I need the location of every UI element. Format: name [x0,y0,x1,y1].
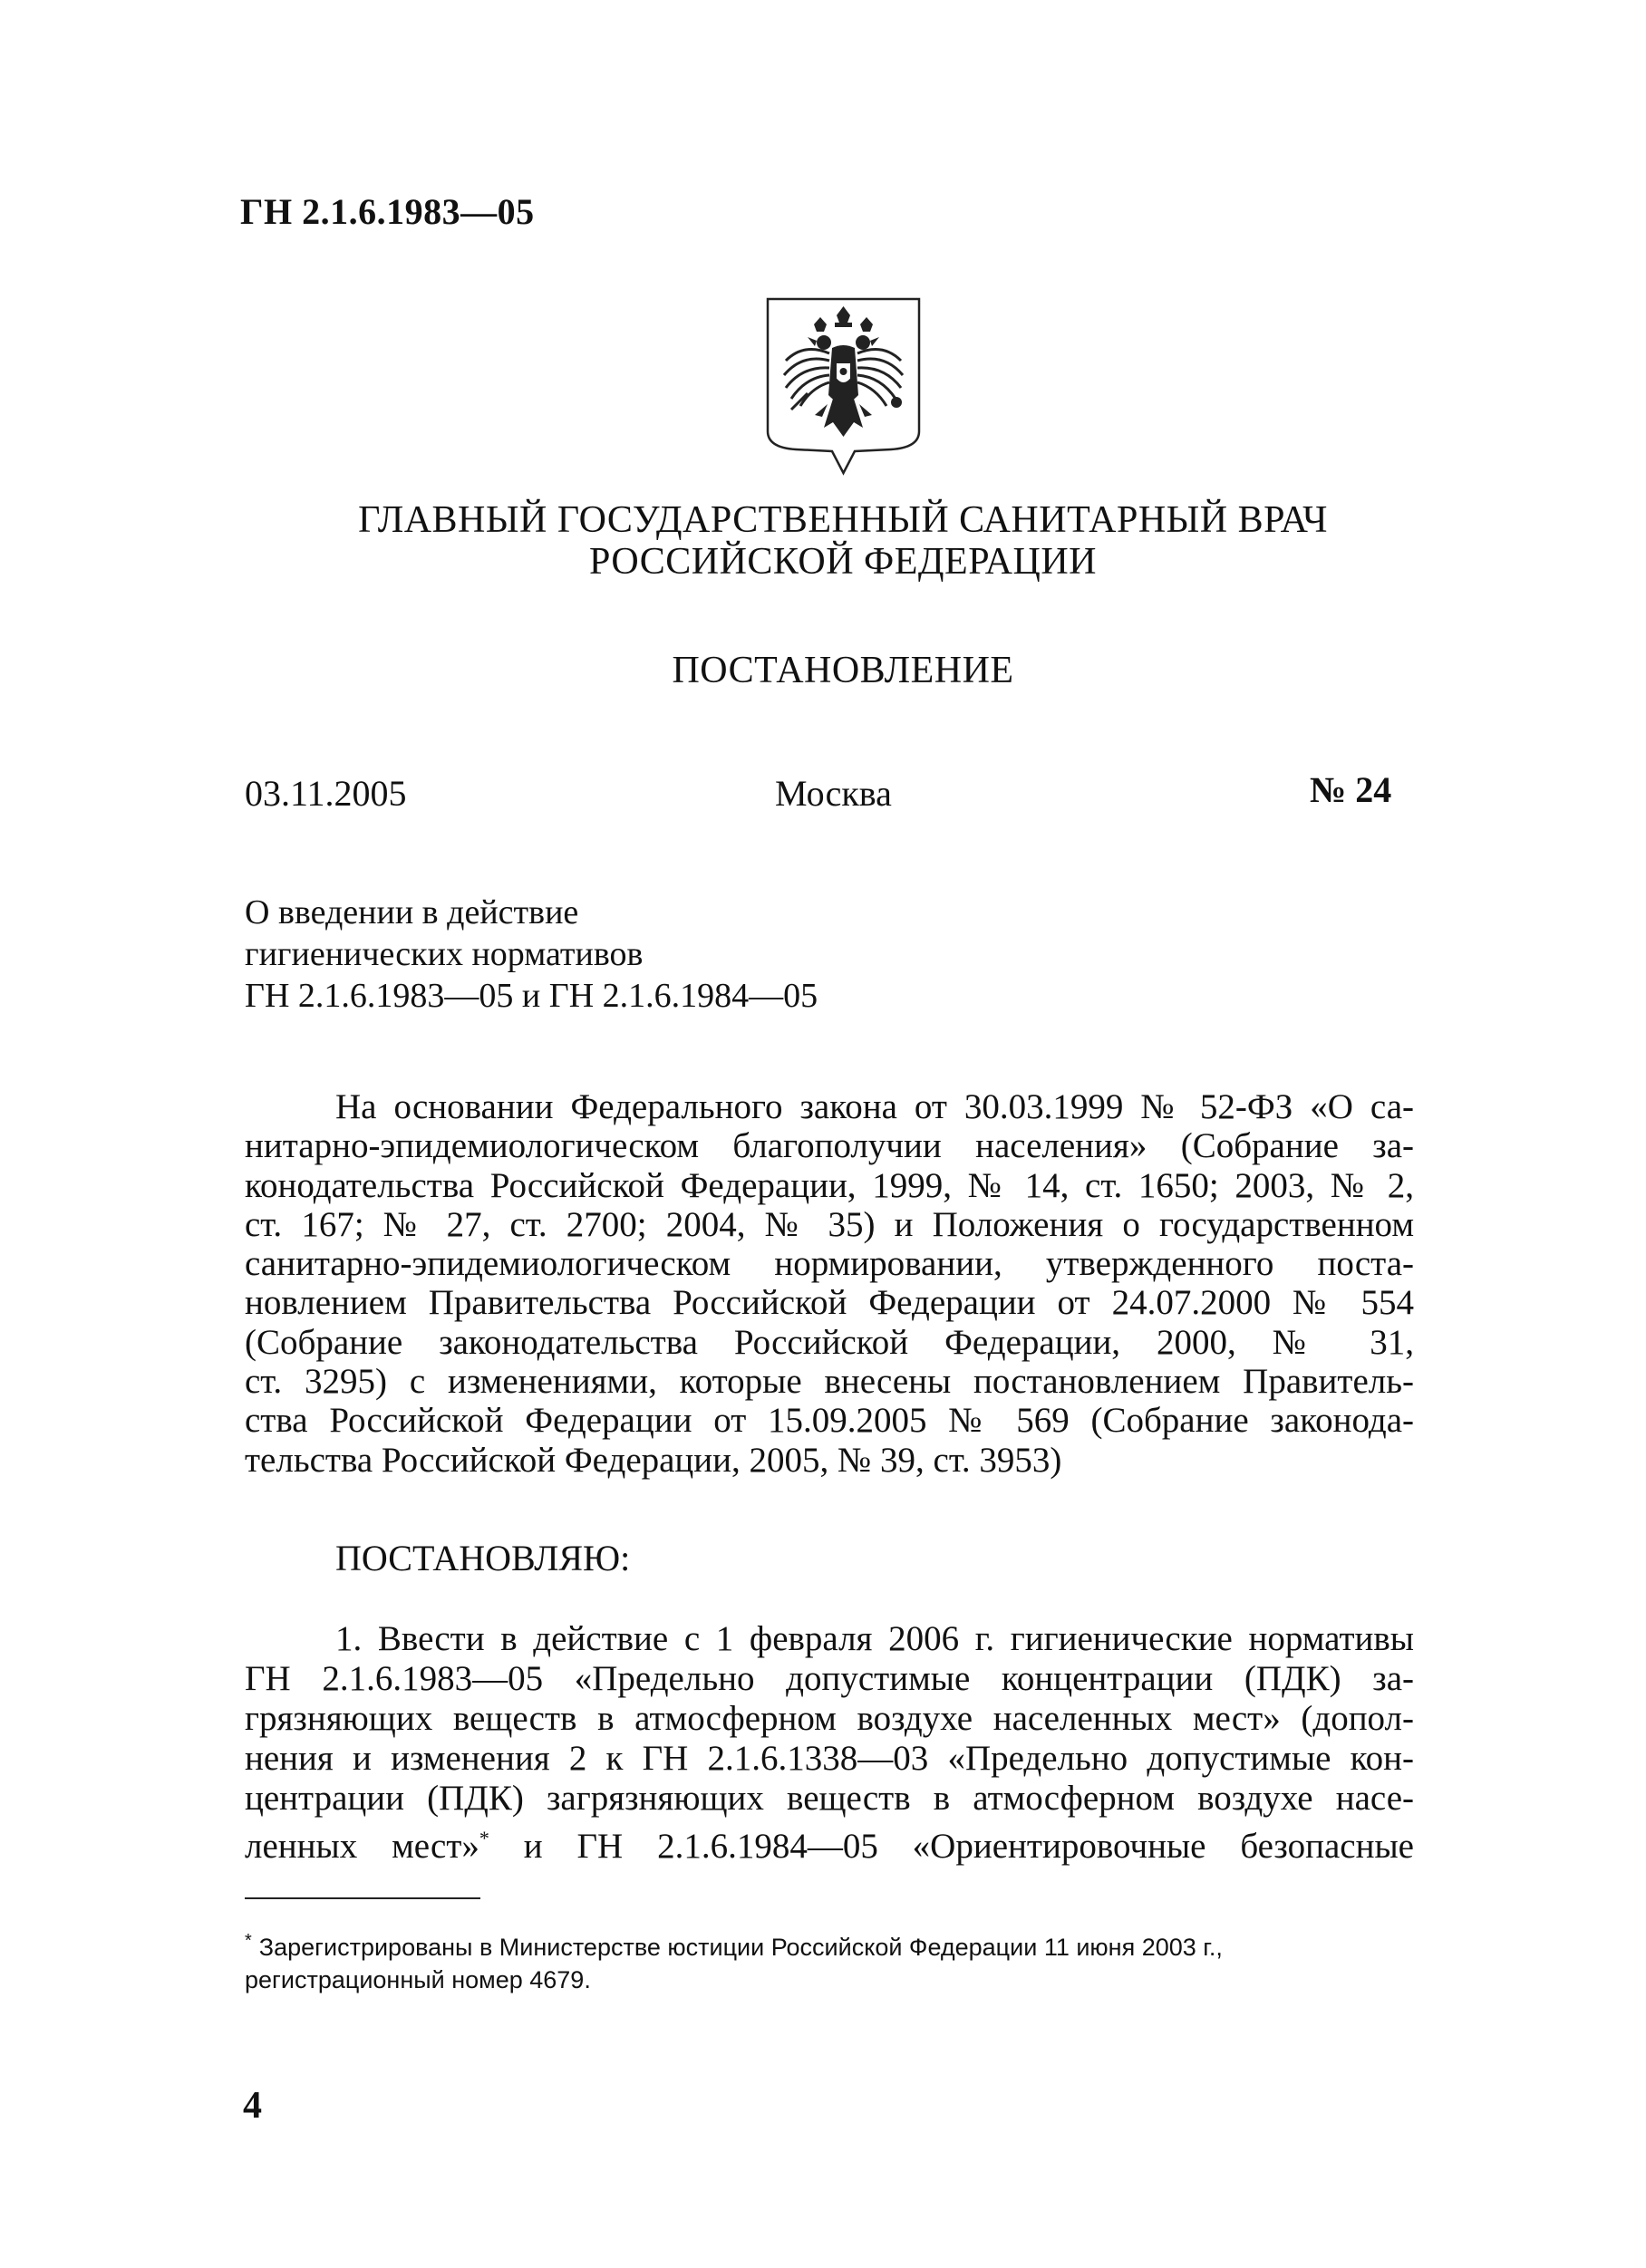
decree-word: ПОСТАНОВЛЯЮ: [335,1538,631,1578]
item-1-paragraph [245,1619,1414,1867]
decree-city: Москва [775,773,892,814]
preamble-line: санитарно-эпидемиологическом нормировании, утвержденного поста- [245,1244,1414,1284]
preamble-line: (Собрание законодательства Российской Федерации, 2000, № 31, [245,1322,1414,1362]
preamble-line: тельства Российской Федерации, 2005, № 39, ст. 3953) [245,1440,1062,1480]
subject-line: гигиенических нормативов [245,935,644,973]
footnote-mark: * [245,1931,252,1951]
authority-title-line1: ГЛАВНЫЙ ГОСУДАРСТВЕННЫЙ САНИТАРНЫЙ ВРАЧ [358,499,1328,541]
preamble-line: ст. 167; № 27, ст. 2700; 2004, № 35) и Положения о государственном [245,1204,1414,1244]
footnote-line: регистрационный номер 4679. [245,1966,591,1993]
decree-subject [245,892,818,1017]
preamble-line: нитарно-эпидемиологическом благополучии населения» (Собрание за- [245,1126,1414,1166]
item-line: нения и изменения 2 к ГН 2.1.6.1338—03 «Предельно допустимые кон- [245,1739,1414,1778]
item-line: 1. Ввести в действие с 1 февраля 2006 г. гигиенические нормативы [335,1619,1414,1658]
preamble-paragraph [245,1087,1414,1480]
subject-line: ГН 2.1.6.1983—05 и ГН 2.1.6.1984—05 [245,977,818,1015]
footnote-text: Зарегистрированы в Министерстве юстиции Российской Федерации 11 июня 2003 г., [258,1934,1223,1961]
decree-number: № 24 [1310,769,1392,810]
preamble-line: ст. 3295) с изменениями, которые внесены постановлением Правитель- [245,1362,1414,1402]
item-line: ГН 2.1.6.1983—05 «Предельно допустимые концентрации (ПДК) за- [245,1659,1414,1698]
item-line-part: ленных мест» [245,1827,479,1866]
document-type-title: ПОСТАНОВЛЕНИЕ [672,650,1014,691]
footnote-reference-mark: * [479,1827,489,1849]
preamble-line: На основании Федерального закона от 30.03.1999 № 52-ФЗ «О са- [335,1087,1414,1126]
subject-line: О введении в действие [245,893,579,931]
item-line: грязняющих веществ в атмосферном воздухе населенных мест» (допол- [245,1699,1414,1738]
page-number: 4 [243,2085,262,2127]
coat-of-arms-icon [764,295,923,477]
item-line [245,1819,1414,1867]
preamble-line: новлением Правительства Российской Федерации от 24.07.2000 № 554 [245,1283,1414,1323]
item-line: центрации (ПДК) загрязняющих веществ в атмосферном воздухе насе- [245,1779,1414,1818]
authority-title-line2: РОССИЙСКОЙ ФЕДЕРАЦИИ [589,541,1097,583]
footnote [245,1925,1414,1996]
footnote-divider [245,1897,480,1899]
preamble-line: ства Российской Федерации от 15.09.2005 № 569 (Собрание законода- [245,1401,1414,1441]
decree-date: 03.11.2005 [245,773,407,814]
document-code: ГН 2.1.6.1983—05 [240,191,535,232]
footnote-line [245,1925,1414,1964]
preamble-line: конодательства Российской Федерации, 1999, № 14, ст. 1650; 2003, № 2, [245,1165,1414,1205]
item-line-part: и ГН 2.1.6.1984—05 «Ориентировочные безопасные [489,1827,1414,1866]
